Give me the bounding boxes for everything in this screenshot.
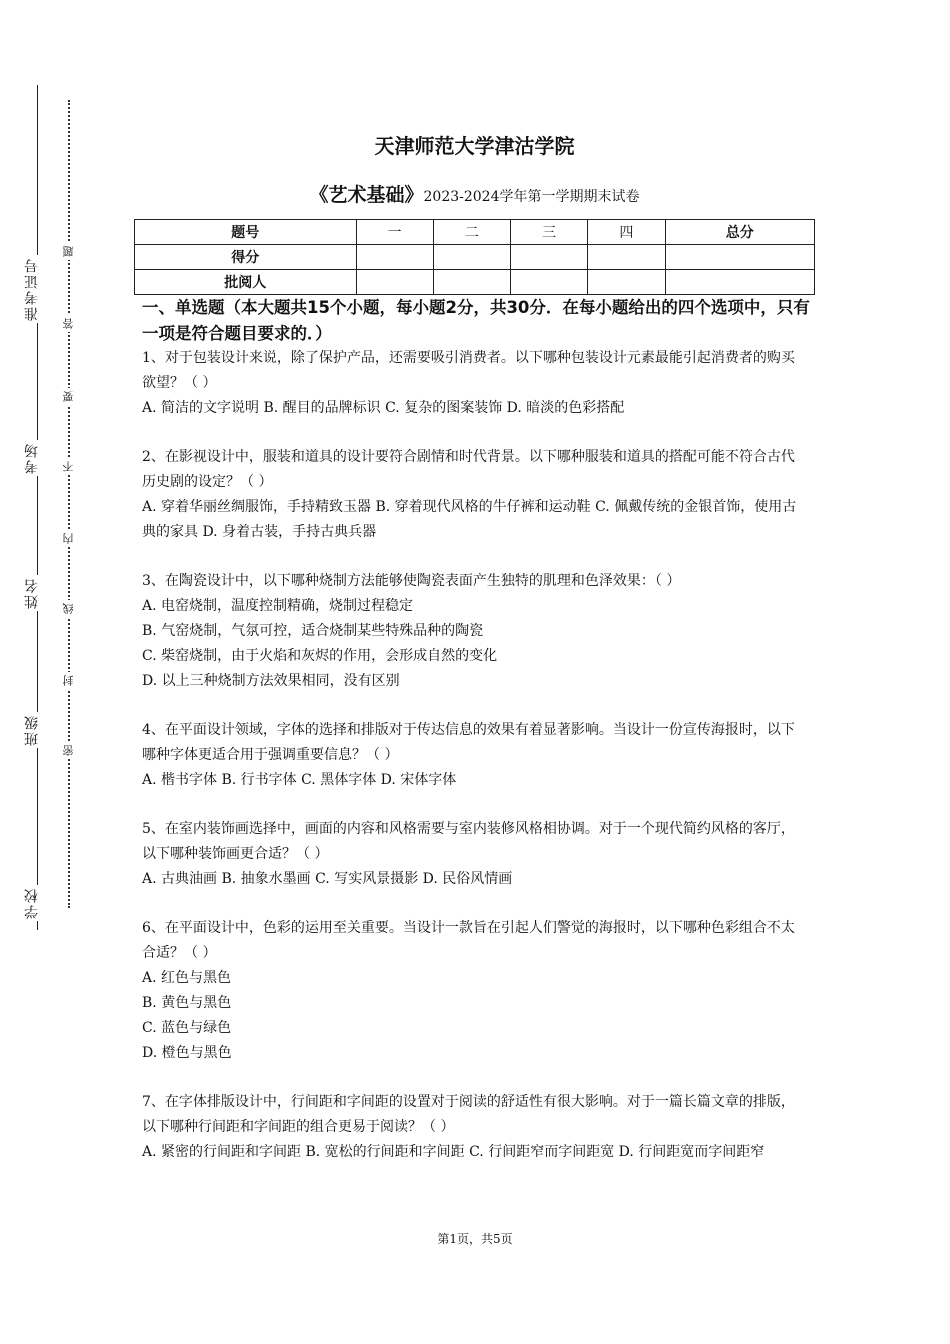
option-a: A. 红色与黑色	[142, 970, 232, 986]
seal-char: 封	[61, 672, 77, 689]
question-6	[142, 916, 807, 1066]
score-cell[interactable]	[356, 245, 433, 270]
seal-char: 答	[61, 315, 77, 332]
table-header-cell: 题号	[135, 220, 357, 245]
question-stem: 3、在陶瓷设计中，以下哪种烧制方法能够使陶瓷表面产生独特的肌理和色泽效果：（ ）	[142, 573, 681, 589]
option-d: D. 橙色与黑色	[142, 1045, 232, 1061]
question-stem: 5、在室内装饰画选择中，画面的内容和风格需要与室内装修风格相协调。对于一个现代简约风格的客厅，以下哪种装饰画更合适？（ ）	[142, 821, 795, 862]
table-header-cell: 总分	[665, 220, 814, 245]
school-label: 学校	[24, 887, 40, 919]
question-5	[142, 817, 807, 892]
question-options: A. 穿着华丽丝绸服饰，手持精致玉器 B. 穿着现代风格的牛仔裤和运动鞋 C. 佩戴传统的金银首饰，使用古典的家具 D. 身着古装，手持古典兵器	[142, 499, 797, 540]
question-7	[142, 1090, 807, 1165]
row-label: 批阅人	[135, 270, 357, 295]
question-1	[142, 346, 807, 421]
score-cell[interactable]	[588, 245, 665, 270]
page-footer: 第1页，共5页	[437, 1232, 513, 1246]
option-d: D. 以上三种烧制方法效果相同，没有区别	[142, 673, 400, 689]
school-title: 天津师范大学津沽学院	[374, 134, 575, 158]
row-label: 得分	[135, 245, 357, 270]
question-options: A. 古典油画 B. 抽象水墨画 C. 写实风景摄影 D. 民俗风情画	[142, 871, 513, 887]
question-2	[142, 445, 807, 545]
table-header-cell: 一	[356, 220, 433, 245]
seal-char: 内	[61, 530, 77, 547]
question-3	[142, 569, 807, 694]
question-stem: 1、对于包装设计来说，除了保护产品，还需要吸引消费者。以下哪种包装设计元素最能引起消费者的购买欲望？（ ）	[142, 350, 795, 391]
grader-cell[interactable]	[588, 270, 665, 295]
score-table	[134, 219, 815, 295]
seal-char: 题	[61, 243, 77, 260]
binding-line	[37, 85, 38, 930]
grader-cell[interactable]	[356, 270, 433, 295]
table-header-cell: 二	[433, 220, 510, 245]
table-header-cell: 四	[588, 220, 665, 245]
option-b: B. 气窑烧制，气氛可控，适合烧制某些特殊品种的陶瓷	[142, 623, 484, 639]
term-title: 2023-2024学年第一学期期末试卷	[423, 189, 640, 205]
grader-cell[interactable]	[433, 270, 510, 295]
grader-cell[interactable]	[665, 270, 814, 295]
score-cell[interactable]	[665, 245, 814, 270]
class-label: 班级	[24, 714, 40, 746]
question-list	[142, 346, 807, 1189]
exam-subtitle	[142, 180, 807, 207]
option-b: B. 黄色与黑色	[142, 995, 232, 1011]
binding-margin	[0, 0, 110, 1344]
exam-number-label: 准考证号	[24, 257, 40, 321]
question-stem: 4、在平面设计领域，字体的选择和排版对于传达信息的效果有着显著影响。当设计一份宣传海报时，以下哪种字体更适合用于强调重要信息？（ ）	[142, 722, 795, 763]
seal-char: 线	[61, 600, 77, 617]
section-heading: 一、单选题（本大题共15个小题，每小题2分，共30分．在每小题给出的四个选项中，只有一项是符合题目要求的．）	[142, 298, 810, 343]
option-a: A. 电窑烧制，温度控制精确，烧制过程稳定	[142, 598, 414, 614]
question-options: A. 简洁的文字说明 B. 醒目的品牌标识 C. 复杂的图案装饰 D. 暗淡的色彩搭配	[142, 400, 625, 416]
score-cell[interactable]	[433, 245, 510, 270]
seal-dotted-line	[68, 100, 70, 908]
seal-char: 要	[61, 388, 77, 405]
question-stem: 2、在影视设计中，服装和道具的设计要符合剧情和时代背景。以下哪种服装和道具的搭配可能不符合古代历史剧的设定？（ ）	[142, 449, 795, 490]
exam-room-label: 考场	[24, 442, 40, 474]
course-title: 《艺术基础》	[309, 184, 424, 206]
score-table-header-row	[135, 220, 815, 245]
seal-char: 密	[61, 742, 77, 759]
question-options: A. 紧密的行间距和字间距 B. 宽松的行间距和字间距 C. 行间距窄而字间距宽 D. 行间距宽而字间距窄	[142, 1144, 765, 1160]
question-options: A. 楷书字体 B. 行书字体 C. 黑体字体 D. 宋体字体	[142, 772, 457, 788]
question-4	[142, 718, 807, 793]
question-stem: 6、在平面设计中，色彩的运用至关重要。当设计一款旨在引起人们警觉的海报时，以下哪种色彩组合不太合适？（ ）	[142, 920, 795, 961]
seal-char: 不	[61, 458, 77, 475]
option-c: C. 柴窑烧制，由于火焰和灰烬的作用，会形成自然的变化	[142, 648, 498, 664]
name-label: 姓名	[24, 577, 40, 609]
score-cell[interactable]	[511, 245, 588, 270]
grader-row	[135, 270, 815, 295]
grader-cell[interactable]	[511, 270, 588, 295]
score-row	[135, 245, 815, 270]
question-stem: 7、在字体排版设计中，行间距和字间距的设置对于阅读的舒适性有很大影响。对于一篇长篇文章的排版，以下哪种行间距和字间距的组合更易于阅读？（ ）	[142, 1094, 795, 1135]
option-c: C. 蓝色与绿色	[142, 1020, 232, 1036]
table-header-cell: 三	[511, 220, 588, 245]
